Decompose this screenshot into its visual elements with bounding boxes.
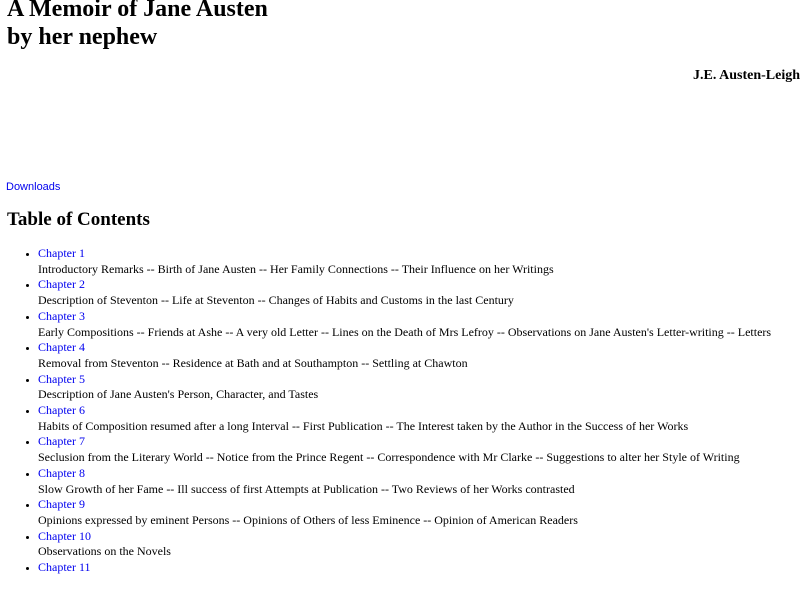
chapter-description: Early Compositions -- Friends at Ashe -- A very old Letter -- Lines on the Death of Mrs Lefroy -- Observations on Jane Austen's Letter-writing -- Letters [38,324,772,339]
chapter-description: Seclusion from the Literary World -- Notice from the Prince Regent -- Correspondence with Mr Clarke -- Suggestions to alter her Style of Writing [38,450,740,465]
toc-item [38,246,790,277]
toc-heading: Table of Contents [7,209,150,230]
chapter-description: Observations on the Novels [38,544,171,559]
toc-item [38,372,790,403]
book-author: J.E. Austen-Leigh [693,68,800,83]
chapter-link[interactable]: • Chapter 5 [38,371,85,386]
chapter-description: Description of Jane Austen's Person, Character, and Tastes [38,387,319,402]
toc-list [0,246,790,576]
chapter-description: Slow Growth of her Fame -- Ill success of first Attempts at Publication -- Two Reviews of her Works contrasted [38,481,575,496]
chapter-link[interactable]: • Chapter 11 [38,560,91,575]
book-title [7,0,268,51]
chapter-description: Opinions expressed by eminent Persons -- Opinions of Others of less Eminence -- Opinion of American Readers [38,512,578,527]
toc-item [38,560,790,576]
chapter-description: Introductory Remarks -- Birth of Jane Austen -- Her Family Connections -- Their Influence on her Writings [38,261,554,276]
toc-item [38,403,790,434]
book-title-line2: by her nephew [7,24,158,50]
chapter-link[interactable]: • Chapter 9 [38,497,85,512]
chapter-link[interactable]: • Chapter 3 [38,308,85,323]
toc-item [38,466,790,497]
chapter-description: Description of Steventon -- Life at Steventon -- Changes of Habits and Customs in the last Century [38,293,514,308]
chapter-link[interactable]: • Chapter 2 [38,277,85,292]
toc-item [38,340,790,371]
chapter-link[interactable]: • Chapter 7 [38,434,85,449]
chapter-link[interactable]: • Chapter 4 [38,340,85,355]
toc-item [38,277,790,308]
toc-item [38,309,790,340]
chapter-link[interactable]: • Chapter 6 [38,403,85,418]
chapter-link[interactable]: • Chapter 8 [38,465,85,480]
toc-item [38,529,790,560]
chapter-link[interactable]: • Chapter 10 [38,528,91,543]
toc-item [38,434,790,465]
chapter-link[interactable]: • Chapter 1 [38,246,85,260]
chapter-description: Removal from Steventon -- Residence at Bath and at Southampton -- Settling at Chawton [38,355,468,370]
book-title-line1: A Memoir of Jane Austen [7,0,268,22]
chapter-description: Habits of Composition resumed after a long Interval -- First Publication -- The Interest taken by the Author in the Success of her Works [38,418,689,433]
toc-item [38,497,790,528]
downloads-link[interactable]: Downloads [6,181,61,193]
